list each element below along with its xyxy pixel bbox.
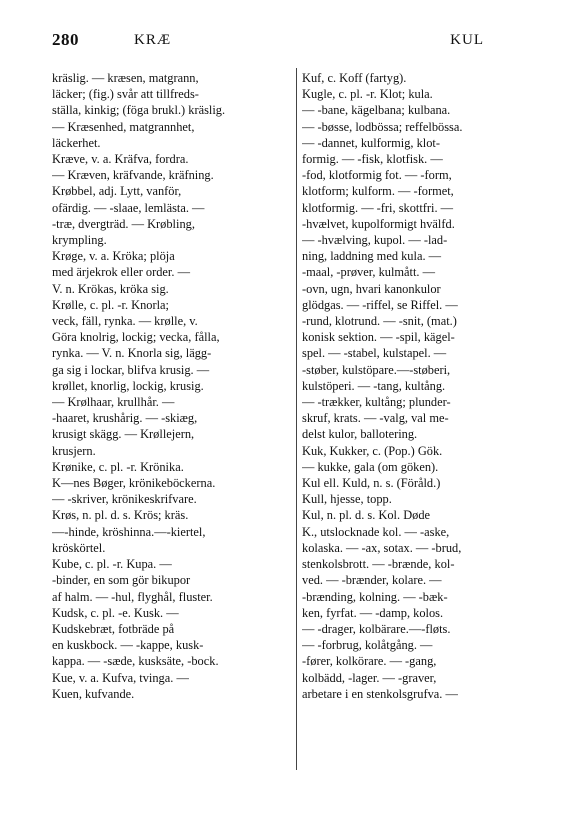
text-line: formig. — -fisk, klotfisk. — <box>302 152 443 167</box>
text-line: konisk sektion. — -spil, kägel- <box>302 330 455 345</box>
text-line: kolbädd, -lager. — -graver, <box>302 670 437 685</box>
text-line: — Kræsenhed, matgrannhet, <box>52 119 195 134</box>
text-line: arbetare i en stenkolsgrufva. — <box>302 686 458 701</box>
text-line: af halm. — -hul, flyghål, fluster. <box>52 589 213 604</box>
text-line: Kuen, kufvande. <box>52 686 135 701</box>
text-line: med ärjekrok eller order. — <box>52 265 190 280</box>
text-line: Kul, n. pl. d. s. Kol. Døde <box>302 508 431 523</box>
text-line: ga sig i lockar, blifva krusig. — <box>52 362 210 377</box>
text-line: — -bøsse, lodbössa; reffelbössa. <box>302 119 463 134</box>
text-line: ved. — -brænder, kolare. — <box>302 573 442 588</box>
text-line: krympling. <box>52 233 107 248</box>
text-line: — -dannet, kulformig, klot- <box>302 135 440 150</box>
text-line: Kuk, Kukker, c. (Pop.) Gök. <box>302 443 443 458</box>
text-line: kulstöperi. — -tang, kultång. <box>302 378 446 393</box>
text-line: Krøs, n. pl. d. s. Krös; kräs. <box>52 508 189 523</box>
text-line: Kull, hjesse, topp. <box>302 492 392 507</box>
text-line: -træ, dvergträd. — Krøbling, <box>52 216 195 231</box>
text-line: — Krølhaar, krullhår. — <box>52 395 175 410</box>
text-line: -haaret, krushårig. — -skiæg, <box>52 411 198 426</box>
text-line: krusigt skägg. — Krøllejern, <box>52 427 195 442</box>
dictionary-columns <box>52 70 540 702</box>
text-line: — -forbrug, kolåtgång. — <box>302 638 433 653</box>
text-line: Göra knolrig, lockig; vecka, fålla, <box>52 330 220 345</box>
text-line: — Kræven, kräfvande, kräfning. <box>52 168 214 183</box>
text-line: klotformig. — -fri, skottfri. — <box>302 200 454 215</box>
text-line: — -skriver, krönikeskrifvare. <box>52 492 197 507</box>
text-line: glödgas. — -riffel, se Riffel. — <box>302 297 458 312</box>
text-line: Kudskebræt, fotbräde på <box>52 621 175 636</box>
text-line: delst kulor, ballotering. <box>302 427 418 442</box>
guide-word-left: KRÆ <box>134 32 172 48</box>
text-line: -maal, -prøver, kulmått. — <box>302 265 436 280</box>
text-line: — -trækker, kultång; plunder- <box>302 395 451 410</box>
text-line: Kul ell. Kuld, n. s. (Föråld.) <box>302 476 441 491</box>
text-line: — kukke, gala (om göken). <box>302 459 439 474</box>
text-line: Krøbbel, adj. Lytt, vanför, <box>52 184 182 199</box>
text-line: Krøge, v. a. Kröka; plöja <box>52 249 175 264</box>
page-header <box>52 30 540 56</box>
text-line: läckerhet. <box>52 135 101 150</box>
text-line: -støber, kulstöpare.—-støberi, <box>302 362 451 377</box>
left-column <box>52 70 290 702</box>
text-line: kappa. — -sæde, kusksäte, -bock. <box>52 654 219 669</box>
text-line: Kræve, v. a. Kräfva, fordra. <box>52 152 189 167</box>
text-line: veck, fäll, rynka. — krølle, v. <box>52 314 198 329</box>
page-number: 280 <box>52 30 79 49</box>
text-line: skruf, krats. — -valg, val me- <box>302 411 449 426</box>
text-line: -rund, klotrund. — -snit, (mat.) <box>302 314 457 329</box>
text-line: Kugle, c. pl. -r. Klot; kula. <box>302 87 433 102</box>
text-line: läcker; (fig.) svår att tillfreds- <box>52 87 199 102</box>
text-line: Kue, v. a. Kufva, tvinga. — <box>52 670 189 685</box>
text-line: -ovn, ugn, hvari kanonkulor <box>302 281 441 296</box>
text-line: krusjern. <box>52 443 96 458</box>
text-line: — -bane, kägelbana; kulbana. <box>302 103 451 118</box>
text-line: —-hinde, kröshinna.—-kiertel, <box>52 524 206 539</box>
text-line: spel. — -stabel, kulstapel. — <box>302 346 447 361</box>
text-line: -binder, en som gör bikupor <box>52 573 191 588</box>
text-line: Krølle, c. pl. -r. Knorla; <box>52 297 169 312</box>
text-line: rynka. — V. n. Knorla sig, lägg- <box>52 346 212 361</box>
text-line: -hvælvet, kupolformigt hvälfd. <box>302 216 455 231</box>
text-line: ställa, kinkig; (föga brukl.) kräslig. <box>52 103 226 118</box>
text-line: — -drager, kolbärare.—-fløts. <box>302 621 451 636</box>
text-line: K., utslocknade kol. — -aske, <box>302 524 450 539</box>
text-line: ning, laddning med kula. — <box>302 249 442 264</box>
text-line: kräslig. — kræsen, matgrann, <box>52 71 199 85</box>
right-column <box>302 70 540 702</box>
text-line: en kuskbock. — -kappe, kusk- <box>52 638 204 653</box>
text-line: kröskörtel. <box>52 540 106 555</box>
text-line: krøllet, knorlig, lockig, krusig. <box>52 378 204 393</box>
text-line: stenkolsbrott. — -brænde, kol- <box>302 557 455 572</box>
guide-word-right: KUL <box>450 32 484 48</box>
text-line: K—nes Bøger, krönikeböckerna. <box>52 476 216 491</box>
text-line: Kudsk, c. pl. -e. Kusk. — <box>52 605 179 620</box>
text-line: klotform; kulform. — -formet, <box>302 184 454 199</box>
text-line: Kube, c. pl. -r. Kupa. — <box>52 557 172 572</box>
text-line: Kuf, c. Koff (fartyg). <box>302 71 407 85</box>
text-line: V. n. Krökas, kröka sig. <box>52 281 169 296</box>
text-line: Krønike, c. pl. -r. Krönika. <box>52 459 184 474</box>
text-line: — -hvælving, kupol. — -lad- <box>302 233 448 248</box>
text-line: kolaska. — -ax, sotax. — -brud, <box>302 540 462 555</box>
text-line: ofärdig. — -slaae, lemlästa. — <box>52 200 205 215</box>
text-line: ken, fyrfat. — -damp, kolos. <box>302 605 444 620</box>
text-line: -brænding, kolning. — -bæk- <box>302 589 448 604</box>
text-line: -fører, kolkörare. — -gang, <box>302 654 437 669</box>
text-line: -fod, klotformig fot. — -form, <box>302 168 452 183</box>
